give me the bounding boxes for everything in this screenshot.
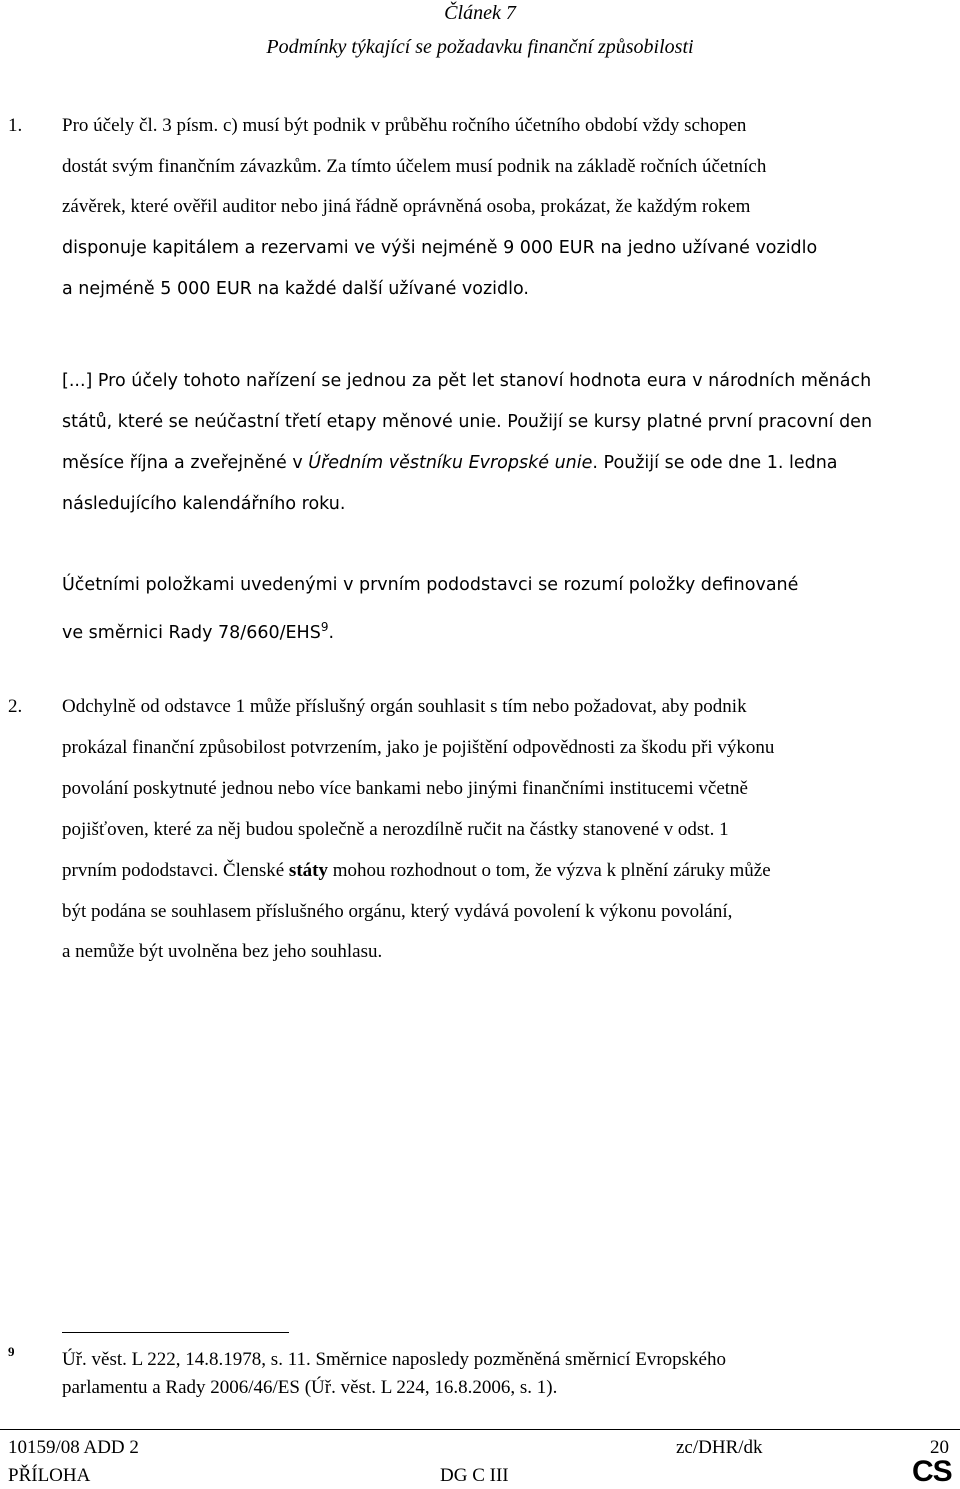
language-code: CS bbox=[912, 1455, 952, 1488]
official-journal-title: Úředním věstníku Evropské unie bbox=[308, 453, 593, 473]
paragraph-2-line: států, které se neúčastní třetí etapy měnové unie. Použijí se kursy platné první pracovní den bbox=[62, 412, 873, 432]
paragraph-4-line: prokázal finanční způsobilost potvrzením, jako je pojištění odpovědnosti za škodu při výkonu bbox=[62, 737, 775, 758]
article-title: Článek 7 bbox=[444, 2, 516, 24]
annex-label: PŘÍLOHA bbox=[8, 1465, 91, 1486]
paragraph-3-text: ve směrnici Rady 78/660/EHS bbox=[62, 623, 321, 643]
paragraph-3-line: Účetními položkami uvedenými v prvním pododstavci se rozumí položky definované bbox=[62, 575, 799, 595]
paragraph-4-line: být podána se souhlasem příslušného orgánu, který vydává povolení k výkonu povolání, bbox=[62, 901, 733, 922]
paragraph-3-text: . bbox=[328, 623, 335, 643]
footnote-reference[interactable]: 9 bbox=[320, 620, 329, 634]
paragraph-4-line: Odchylně od odstavce 1 může příslušný orgán souhlasit s tím nebo požadovat, aby podnik bbox=[62, 696, 747, 717]
paragraph-4-line: povolání poskytnuté jednou nebo více bankami nebo jinými finančními institucemi včetně bbox=[62, 778, 748, 799]
paragraph-2-line: následujícího kalendářního roku. bbox=[62, 494, 346, 514]
bold-word: státy bbox=[288, 860, 328, 881]
paragraph-2-line bbox=[62, 452, 838, 474]
paragraph-4-line: a nemůže být uvolněna bez jeho souhlasu. bbox=[62, 941, 383, 962]
paragraph-2-line: [...] Pro účely tohoto nařízení se jednou za pět let stanoví hodnota eura v národních měnách bbox=[62, 371, 872, 391]
paragraph-1-line: závěrek, které ověřil auditor nebo jiná řádně oprávněná osoba, prokázat, že každým rokem bbox=[62, 196, 751, 217]
paragraph-1-line: Pro účely čl. 3 písm. c) musí být podnik v průběhu ročního účetního období vždy schopen bbox=[62, 115, 747, 136]
footer-separator bbox=[0, 1429, 960, 1430]
page-number: 20 bbox=[930, 1437, 949, 1458]
directorate-code: DG C III bbox=[440, 1465, 509, 1486]
footnote-text: parlamentu a Rady 2006/46/ES (Úř. věst. L 224, 16.8.2006, s. 1). bbox=[62, 1377, 558, 1398]
paragraph-2-text: měsíce října a zveřejněné v bbox=[62, 453, 309, 473]
footnote-number: 9 bbox=[8, 1344, 15, 1359]
paragraph-4-text: prvním pododstavci. Členské bbox=[62, 860, 289, 881]
paragraph-3-line bbox=[62, 616, 334, 644]
paragraph-2-text: . Použijí se ode dne 1. ledna bbox=[592, 453, 838, 473]
paragraph-4-text: mohou rozhodnout o tom, že výzva k plnění záruky může bbox=[327, 860, 771, 881]
footnote-text: Úř. věst. L 222, 14.8.1978, s. 11. Směrnice naposledy pozměněná směrnicí Evropského bbox=[62, 1349, 726, 1370]
paragraph-number-1: 1. bbox=[8, 115, 23, 136]
paragraph-number-2: 2. bbox=[8, 696, 23, 717]
document-reference: 10159/08 ADD 2 bbox=[8, 1437, 139, 1458]
paragraph-1-line: dostát svým finančním závazkům. Za tímto účelem musí podnik na základě ročních účetních bbox=[62, 156, 767, 177]
article-subtitle: Podmínky týkající se požadavku finanční způsobilosti bbox=[266, 36, 694, 58]
paragraph-1-line: a nejméně 5 000 EUR na každé další užívané vozidlo. bbox=[62, 279, 529, 299]
footnote-separator bbox=[62, 1332, 289, 1333]
paragraph-4-line: pojišťoven, které za něj budou společně a nerozdílně ručit na částky stanovené v odst. 1 bbox=[62, 819, 729, 840]
author-code: zc/DHR/dk bbox=[676, 1437, 763, 1458]
paragraph-1-line: disponuje kapitálem a rezervami ve výši nejméně 9 000 EUR na jedno užívané vozidlo bbox=[62, 238, 818, 258]
paragraph-4-line bbox=[62, 860, 771, 882]
